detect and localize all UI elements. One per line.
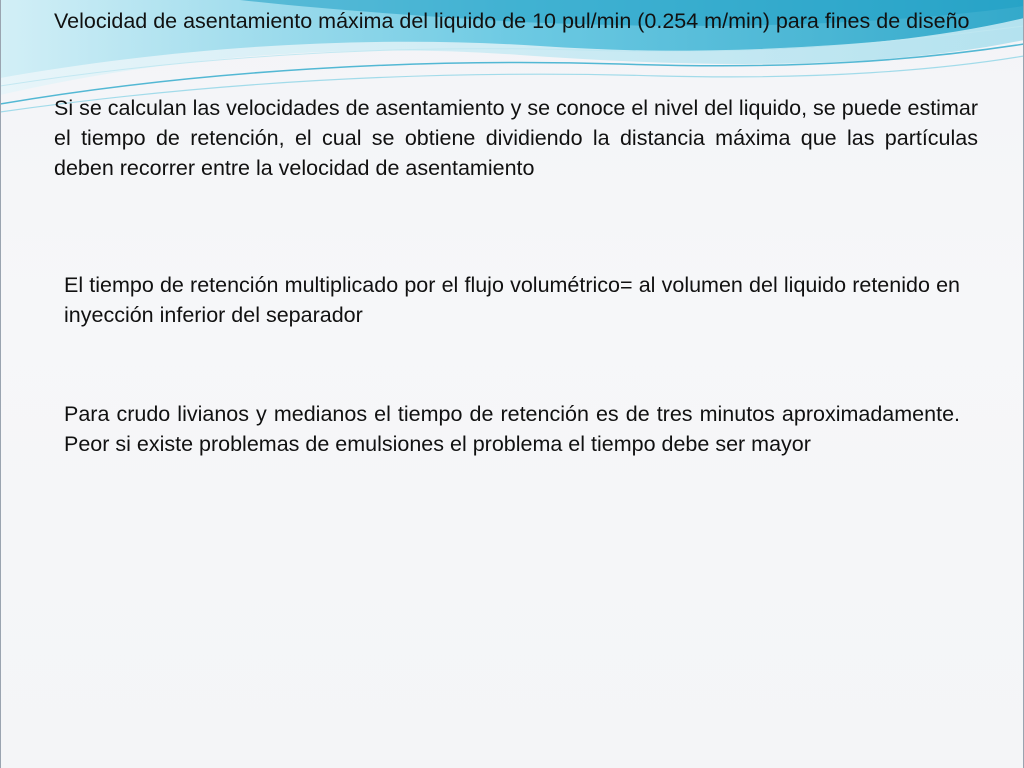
- left-border: [0, 0, 1, 768]
- paragraph-crude-types: Para crudo livianos y medianos el tiempo de retención es de tres minutos aproximadamente. Peor si existe problemas de emulsiones el problema el tiempo debe ser mayor: [64, 402, 960, 456]
- slide-title: Velocidad de asentamiento máxima del liquido de 10 pul/min (0.254 m/min) para fines de diseño: [54, 9, 970, 33]
- paragraph-retention-volume: El tiempo de retención multiplicado por el flujo volumétrico= al volumen del liquido retenido en inyección inferior del separador: [64, 273, 960, 327]
- paragraph-retention-estimate: Si se calculan las velocidades de asentamiento y se conoce el nivel del liquido, se puede estimar el tiempo de retención, el cual se obtiene dividiendo la distancia máxima que las partículas deben recorrer entre la velocidad de asentamiento: [54, 96, 978, 180]
